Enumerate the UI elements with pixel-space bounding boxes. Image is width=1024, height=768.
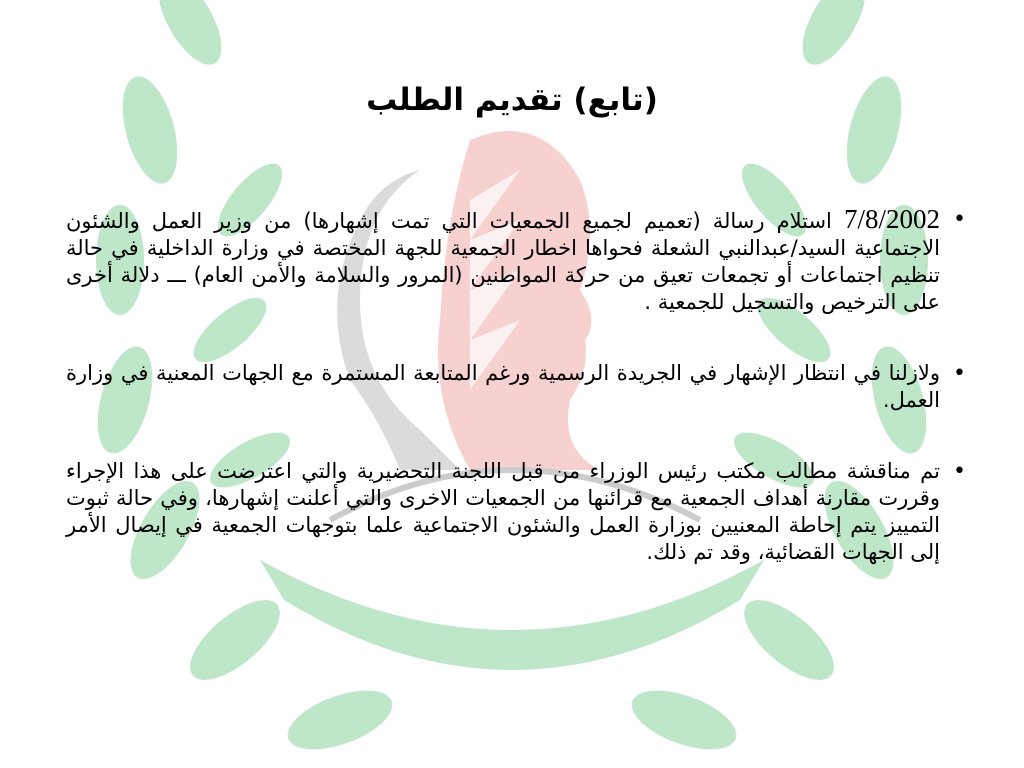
bullet-item xyxy=(66,360,966,414)
bullet-dot-icon: • xyxy=(953,459,966,484)
bullet-dot-icon: • xyxy=(953,207,966,232)
bullet-item xyxy=(66,206,966,316)
bullet-item xyxy=(66,458,966,566)
bullet-dot-icon: • xyxy=(953,361,966,386)
bullet-list xyxy=(66,206,966,610)
bullet-text: استلام رسالة (تعميم لجميع الجمعيات التي تمت إشهارها) من وزير العمل والشئون الاجتماعية السيد/عبدالنبي الشعلة فحواها اخطار الجمعية للجهة المختصة في وزارة الداخلية في حالة تنظيم اجتماعات أو تجمعات تعيق من حركة المواطنين (المرور والسلامة والأمن العام) ـــ دلالة أخرى على الترخيص والتسجيل للجمعية . xyxy=(66,209,940,314)
bullet-text: ولازلنا في انتظار الإشهار في الجريدة الرسمية ورغم المتابعة المستمرة مع الجهات المعنية في وزارة العمل. xyxy=(66,361,940,412)
bullet-text: تم مناقشة مطالب مكتب رئيس الوزراء من قبل اللجنة التحضيرية والتي اعترضت على هذا الإجراء وقررت مقارنة أهداف الجمعية مع قرائنها من الجمعيات الاخرى والتي أعلنت إشهارها، وفي حالة ثبوت التمييز يتم إحاطة المعنيين بوزارة العمل والشئون الاجتماعية علما بتوجهات الجمعية في إيصال الأمر إلى الجهات القضائية، وقد تم ذلك. xyxy=(66,459,940,564)
bullet-date: 7/8/2002 xyxy=(843,204,940,234)
slide-title: (تابع) تقديم الطلب xyxy=(366,82,658,118)
